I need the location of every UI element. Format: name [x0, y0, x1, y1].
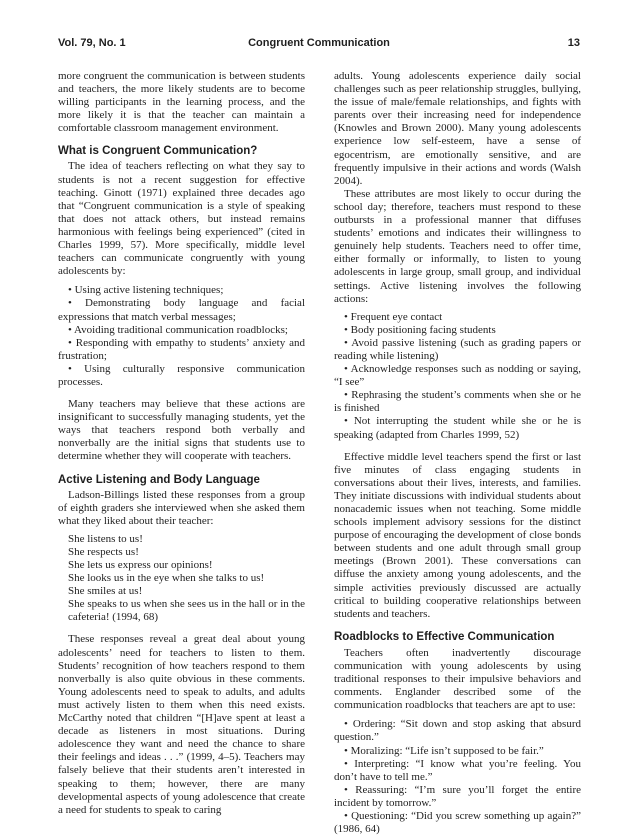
list-item [334, 363, 581, 389]
bullet-icon: • [344, 783, 348, 796]
bullet-list [58, 284, 305, 389]
paragraph: adults. Young adolescents experience daily social challenges such as peer relationship struggles, bullying, the issue of male/female relationships, and fights with parents over their increasing need for independence (Knowles and Brown 2000). Many young adolescents experience low self-esteem, have a sense of egocentrism, are emotionally sensitive, and are frequently impulsive in their actions and words (Walsh 2004). [334, 70, 581, 187]
list-item [334, 324, 581, 337]
list-item-text: Frequent eye contact [350, 310, 443, 323]
left-column [58, 70, 305, 817]
list-item [334, 745, 581, 758]
list-item-text: Responding with empathy to students’ anxiety and frustration; [58, 336, 305, 362]
list-item-text: Moralizing: “Life isn’t supposed to be fair.” [350, 744, 544, 757]
list-item-text: Rephrasing the student’s comments when she or he is finished [334, 389, 581, 415]
bullet-icon: • [68, 323, 72, 336]
list-item-text: Reassuring: “I’m sure you’ll forget the entire incident by tomorrow.” [334, 783, 581, 809]
list-item-text: Ordering: “Sit down and stop asking that absurd question.” [334, 718, 581, 744]
bullet-list [334, 718, 581, 836]
bullet-icon: • [68, 284, 72, 297]
section-heading: Roadblocks to Effective Communication [334, 630, 555, 643]
list-item [58, 284, 305, 297]
paragraph: Effective middle level teachers spend the first or last five minutes of class engaging students in conversations about their lives, interests, and families. They initiate discussions with individual students about nonacademic issues when not teaching. Some middle schools implement advisory sessions for the distinct purpose of encouraging the development of close bonds between students and one adult through small group meetings (Brown 2001). These conversations can diffuse the anxiety among young adolescents, and the simple activities previously discussed are actually critical to building cooperative relationships between students and teachers. [334, 450, 581, 620]
list-item-text: Demonstrating body language and facial expressions that match verbal messages; [58, 297, 306, 323]
bullet-icon: • [344, 415, 348, 428]
list-item [334, 311, 581, 324]
section-heading: Active Listening and Body Language [58, 473, 260, 486]
quote-line: She listens to us! [68, 532, 143, 545]
bullet-icon: • [344, 363, 348, 376]
bullet-icon: • [344, 809, 348, 822]
bullet-icon: • [344, 757, 348, 770]
paragraph: These responses reveal a great deal about young adolescents’ need for teachers to listen to them. Students’ recognition of how teachers respond to them nonverbally is also quite obvious in these comments. Young adolescents need to speak to adults, and adults must actively listen to them when this need exists. McCarthy noted that children “[H]ave spent at least a decade as listeners in most situations. During adolescence they want and need the chance to share their feelings and ideas . . .” (1999, 4–5). Teachers may falsely believe that their students aren’t interested in speaking to them; however, there are many developmental aspects of young adolescence that create a need for students to speak to caring [58, 633, 305, 816]
list-item [58, 297, 305, 323]
list-item-text: Questioning: “Did you screw something up again?” (1986, 64) [334, 809, 581, 836]
quote-list [58, 533, 305, 625]
paragraph: The idea of teachers reflecting on what they say to students is not a recent suggestion for effective teaching. Ginott (1971) explained three decades ago that “Congruent communication is a style of speaking that does not attack others, but instead remains harmonious with feelings being experienced” (cited in Charles 1999, 57). More specifically, middle level teachers can communicate congruently with young adolescents by: [58, 160, 305, 278]
bullet-icon: • [68, 362, 72, 375]
quote-line: She smiles at us! [68, 585, 143, 598]
list-item [58, 363, 305, 389]
list-item-text: Avoid passive listening (such as grading papers or reading while listening) [334, 336, 581, 362]
paragraph: Many teachers may believe that these actions are insignificant to successfully managing students, yet the ways that teachers respond both verbally and nonverbally are the initial signs that students use to determine whether they will cooperate with teachers. [58, 398, 305, 463]
list-item-text: Using active listening techniques; [74, 284, 224, 297]
running-title: Congruent Communication [248, 37, 390, 49]
list-item-text: Not interrupting the student while she or he is speaking (adapted from Charles 1999, 52) [334, 415, 581, 441]
list-item [334, 784, 581, 810]
list-item-text: Body positioning facing students [350, 323, 496, 336]
list-item [58, 337, 305, 363]
list-item [334, 389, 581, 415]
bullet-list [334, 311, 581, 442]
paragraph: Ladson-Billings listed these responses from a group of eighth graders she interviewed when she asked them what they liked about their teacher: [58, 488, 305, 527]
list-item [334, 758, 581, 784]
page-number: 13 [567, 37, 580, 49]
list-item-text: Acknowledge responses such as nodding or saying, “I see” [334, 363, 581, 389]
quote-line: She lets us express our opinions! [68, 559, 213, 571]
list-item-text: Interpreting: “I know what you’re feeling. You don’t have to tell me.” [334, 757, 581, 783]
quote-line: She respects us! [68, 545, 139, 558]
bullet-icon: • [344, 389, 348, 402]
list-item [334, 810, 581, 836]
paragraph: These attributes are most likely to occur during the school day; therefore, teachers must respond to these outbursts in a professional manner that diffuses students’ emotions and indicates their willingness to genuinely help students. Teachers need to offer time, either formally or informally, to listen to young adolescents in large group, small group, and individual settings. Active listening involves the following actions: [334, 187, 581, 305]
bullet-icon: • [344, 310, 348, 323]
volume-label: Vol. 79, No. 1 [58, 37, 126, 49]
list-item [334, 337, 581, 363]
bullet-icon: • [344, 718, 348, 731]
section-heading: What is Congruent Communication? [58, 145, 258, 158]
list-item [58, 324, 305, 337]
bullet-icon: • [344, 336, 348, 349]
list-item [334, 718, 581, 744]
paragraph: more congruent the communication is between students and teachers, the more likely students are to become willing participants in the learning process, and the more likely it is that the teacher can maintain a comfortable classroom management environment. [58, 70, 305, 135]
bullet-icon: • [68, 297, 72, 310]
running-header [58, 37, 580, 53]
list-item-text: Using culturally responsive communication processes. [58, 362, 306, 388]
quote-line: She speaks to us when she sees us in the hall or in the cafeteria! (1994, 68) [68, 598, 305, 624]
right-column [334, 70, 581, 836]
list-item-text: Avoiding traditional communication roadblocks; [74, 323, 288, 336]
bullet-icon: • [68, 336, 72, 349]
bullet-icon: • [344, 744, 348, 757]
list-item [334, 415, 581, 441]
quote-line: She looks us in the eye when she talks to us! [68, 572, 265, 585]
paragraph: Teachers often inadvertently discourage communication with young adolescents by using traditional responses to their impulsive behaviors and comments. Englander described some of the communication roadblocks that teachers are apt to use: [334, 646, 581, 712]
bullet-icon: • [344, 323, 348, 336]
